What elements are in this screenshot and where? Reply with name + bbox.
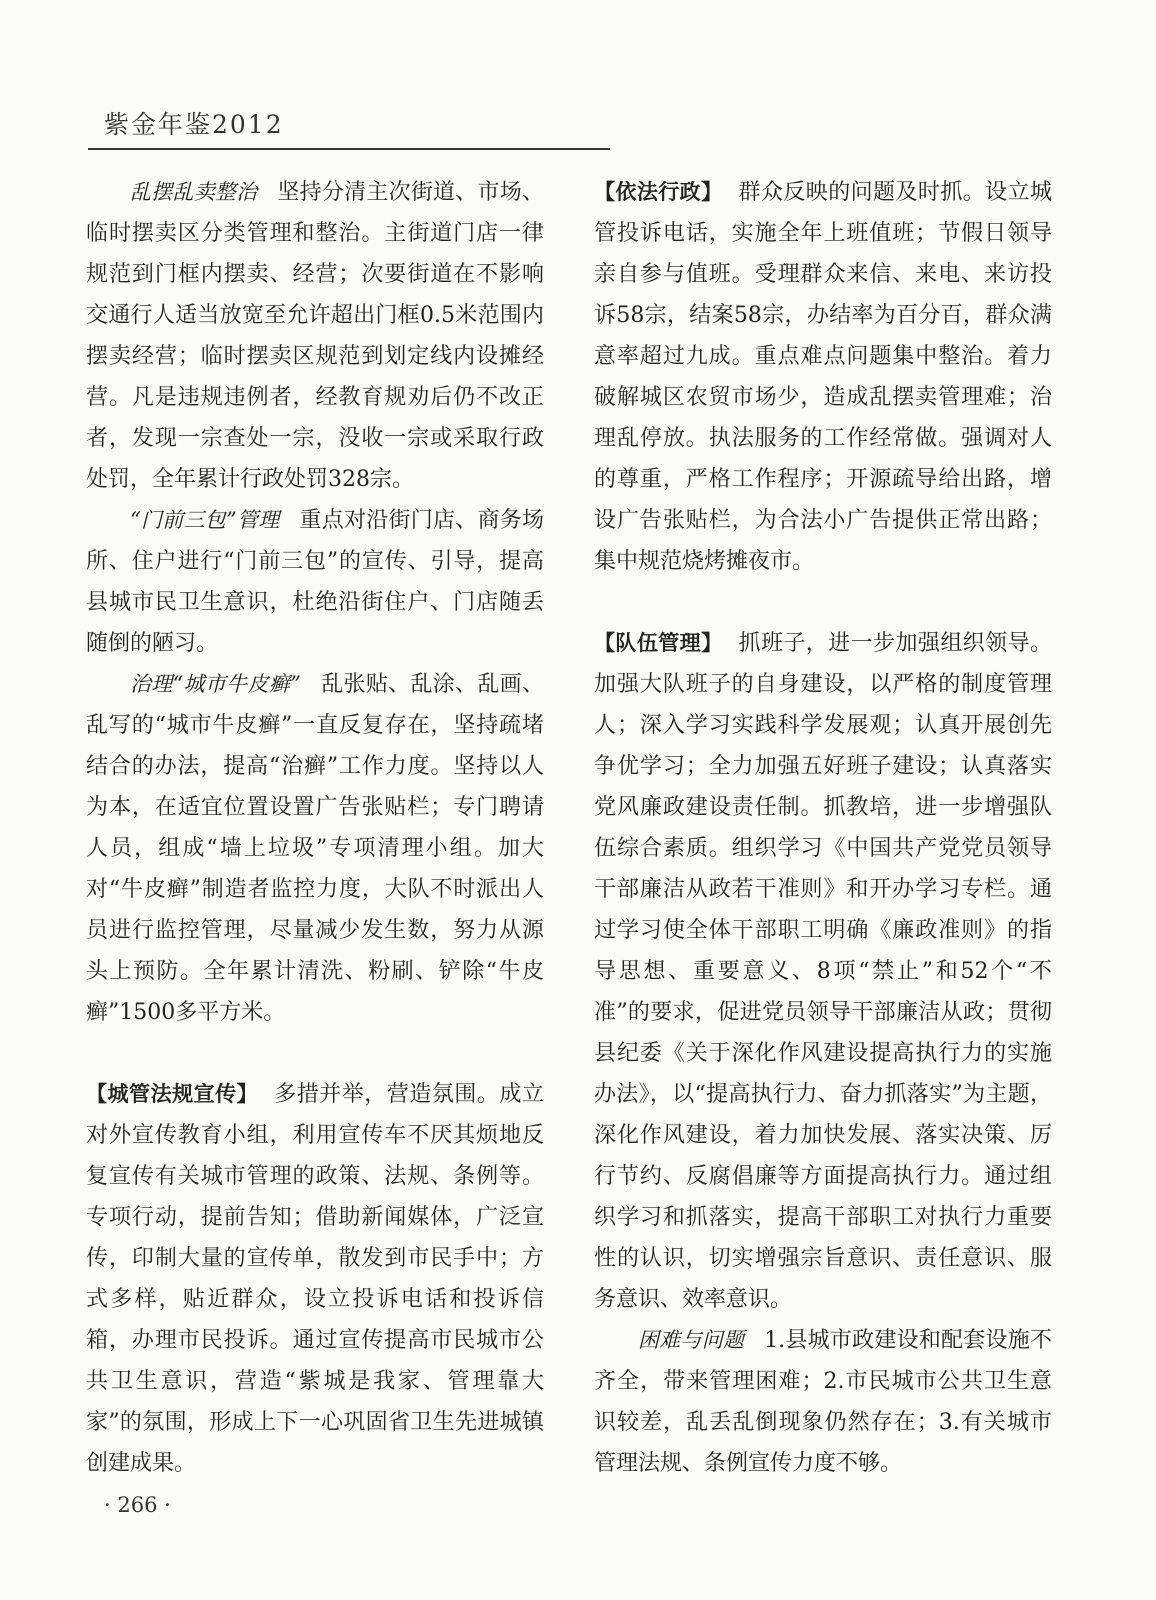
paragraph-text: 重点对沿街门店、商务场所、住户进行“门前三包”的宣传、引导，提高县城市民卫生意识，杜绝沿街住户、门店随丢随倒的陋习。 bbox=[86, 508, 544, 656]
paragraph-doorstep-management bbox=[86, 500, 544, 664]
subheading: 治理“城市牛皮癣” bbox=[130, 672, 301, 696]
paragraph-illegal-ads bbox=[86, 664, 544, 1033]
paragraph-text: 坚持分清主次街道、市场、临时摆卖区分类管理和整治。主街道门店一律规范到门框内摆卖、经营；次要街道在不影响交通行人适当放宽至允许超出门框0.5米范围内摆卖经营；临时摆卖区规范到划定线内设摊经营。凡是违规违例者，经教育规劝后仍不改正者，发现一宗查处一宗，没收一宗或采取行政处罚，全年累计行政处罚328宗。 bbox=[86, 180, 544, 492]
section-heading: 【队伍管理】 bbox=[594, 631, 723, 655]
paragraph-text: 乱张贴、乱涂、乱画、乱写的“城市牛皮癣”一直反复存在，坚持疏堵结合的办法，提高“治癣”工作力度。坚持以人为本，在适宜位置设置广告张贴栏；专门聘请人员，组成“墙上垃圾”专项清理小组。加大对“牛皮癣”制造者监控力度，大队不时派出人员进行监控管理，尽量减少发生数，努力从源头上预防。全年累计清洗、粉刷、铲除“牛皮癣”1500多平方米。 bbox=[86, 672, 544, 1025]
paragraph-stall-management bbox=[86, 172, 544, 500]
section-gap bbox=[86, 1033, 544, 1074]
section-publicity bbox=[86, 1074, 544, 1484]
running-title: 紫金年鉴2012 bbox=[104, 110, 284, 139]
section-team-management bbox=[594, 623, 1052, 1320]
section-law-enforcement bbox=[594, 172, 1052, 582]
subheading: 困难与问题 bbox=[638, 1328, 745, 1352]
header-rule bbox=[88, 148, 610, 150]
paragraph-text: 群众反映的问题及时抓。设立城管投诉电话，实施全年上班值班；节假日领导亲自参与值班。受理群众来信、来电、来访投诉58宗，结案58宗，办结率为百分百，群众满意率超过九成。重点难点问题集中整治。着力破解城区农贸市场少，造成乱摆卖管理难；治理乱停放。执法服务的工作经常做。强调对人的尊重，严格工作程序；开源疏导给出路，增设广告张贴栏，为合法小广告提供正常出路；集中规范烧烤摊夜市。 bbox=[594, 180, 1052, 574]
paragraph-text: 1.县城市政建设和配套设施不齐全，带来管理困难；2.市民城市公共卫生意识较差，乱丢乱倒现象仍然存在；3.有关城市管理法规、条例宣传力度不够。 bbox=[594, 1328, 1053, 1476]
section-heading: 【城管法规宣传】 bbox=[86, 1082, 259, 1106]
subheading: 乱摆乱卖整治 bbox=[130, 180, 258, 204]
paragraph-text: 抓班子，进一步加强组织领导。加强大队班子的自身建设，以严格的制度管理人；深入学习实践科学发展观；认真开展创先争优学习；全力加强五好班子建设；认真落实党风廉政建设责任制。抓教培，进一步增强队伍综合素质。组织学习《中国共产党党员领导干部廉洁从政若干准则》和开办学习专栏。通过学习使全体干部职工明确《廉政准则》的指导思想、重要意义、8项“禁止”和52个“不准”的要求，促进党员领导干部廉洁从政；贯彻县纪委《关于深化作风建设提高执行力的实施办法》，以“提高执行力、奋力抓落实”为主题，深化作风建设，着力加快发展、落实决策、厉行节约、反腐倡廉等方面提高执行力。通过组织学习和抓落实，提高干部职工对执行力重要性的认识，切实增强宗旨意识、责任意识、服务意识、效率意识。 bbox=[594, 631, 1052, 1312]
subheading: “门前三包”管理 bbox=[130, 508, 280, 532]
section-gap bbox=[594, 582, 1052, 623]
section-heading: 【依法行政】 bbox=[594, 180, 723, 204]
paragraph-text: 多措并举，营造氛围。成立对外宣传教育小组，利用宣传车不厌其烦地反复宣传有关城市管理的政策、法规、条例等。专项行动，提前告知；借助新闻媒体，广泛宣传，印制大量的宣传单，散发到市民手中；方式多样，贴近群众，设立投诉电话和投诉信箱，办理市民投诉。通过宣传提高市民城市公共卫生意识，营造“紫城是我家、管理靠大家”的氛围，形成上下一心巩固省卫生先进城镇创建成果。 bbox=[86, 1082, 544, 1476]
page-number: · 266 · bbox=[104, 1493, 171, 1517]
paragraph-difficulties bbox=[594, 1320, 1052, 1484]
left-column bbox=[86, 172, 544, 1484]
right-column bbox=[594, 172, 1052, 1484]
